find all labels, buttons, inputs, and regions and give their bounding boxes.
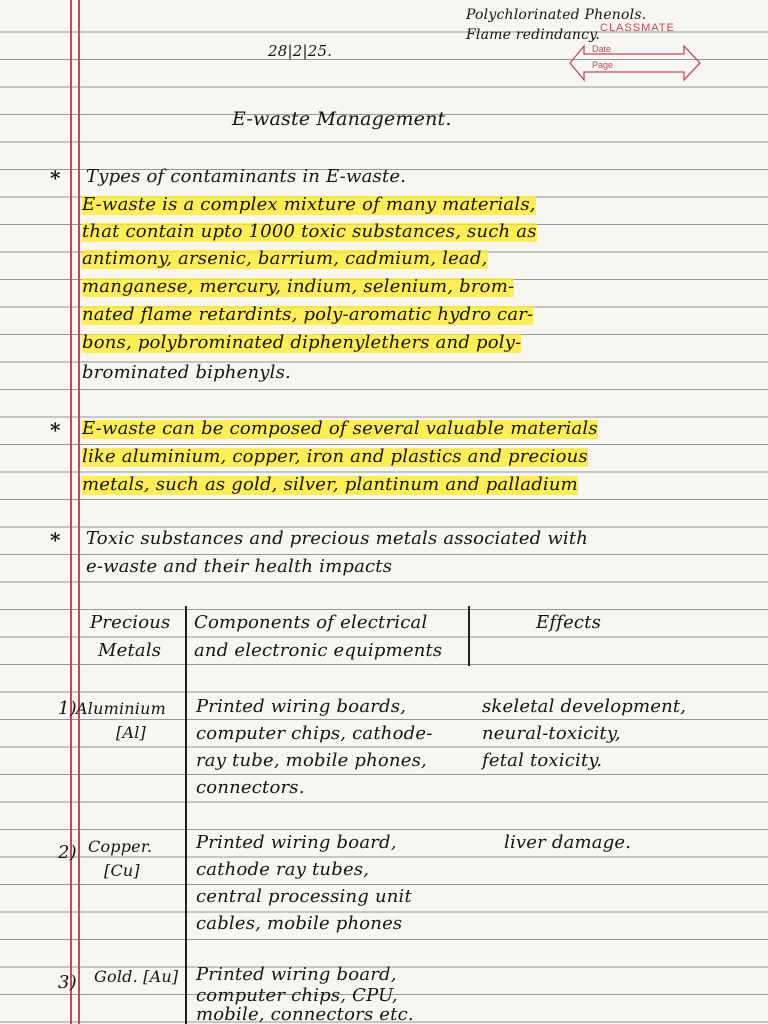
effect-line: skeletal development,	[482, 696, 687, 717]
page-title: E-waste Management.	[232, 108, 452, 130]
section2-line: E-waste can be composed of several valuable materials	[82, 418, 598, 439]
effect-line: fetal toxicity.	[482, 750, 603, 771]
section1-line: E-waste is a complex mixture of many materials,	[82, 194, 536, 215]
component-line: Printed wiring board,	[196, 964, 397, 985]
component-line: connectors.	[196, 777, 305, 798]
table-header-metals: Precious	[90, 612, 171, 633]
component-line: Printed wiring board,	[196, 832, 397, 853]
metal-name: Gold. [Au]	[94, 967, 179, 986]
section3-line: e-waste and their health impacts	[86, 556, 393, 577]
margin-line-outer	[70, 0, 72, 1024]
table-header-effects: Effects	[536, 612, 602, 633]
margin-line-inner	[78, 0, 80, 1024]
section3-line: Toxic substances and precious metals associated with	[86, 528, 589, 549]
component-line: cathode ray tubes,	[196, 859, 370, 880]
section1-line: that contain upto 1000 toxic substances, such as	[82, 221, 537, 242]
component-line: computer chips, CPU,	[196, 985, 398, 1006]
section2-line: metals, such as gold, silver, plantinum and palladium	[82, 474, 578, 495]
table-header-components: and electronic equipments	[194, 640, 443, 661]
section1-line: manganese, mercury, indium, selenium, brom-	[82, 276, 515, 297]
section1-line: antimony, arsenic, barrium, cadmium, lead,	[82, 248, 488, 269]
bullet-star: *	[50, 166, 61, 190]
table-header-metals: Metals	[98, 640, 162, 661]
component-line: mobile, connectors etc.	[196, 1004, 414, 1024]
table-divider	[468, 606, 470, 666]
metal-name: Aluminium	[76, 699, 166, 718]
table-header-components: Components of electrical	[194, 612, 428, 633]
header-note-line2: Flame redindancy.	[466, 27, 601, 43]
classmate-logo-icon	[560, 40, 708, 86]
metal-symbol: [Cu]	[104, 861, 140, 880]
bullet-star: *	[50, 418, 61, 442]
metal-symbol: [Al]	[116, 723, 146, 742]
brand-name: CLASSMATE	[600, 22, 675, 34]
component-line: cables, mobile phones	[196, 913, 403, 934]
component-line: ray tube, mobile phones,	[196, 750, 427, 771]
metal-name: Copper.	[88, 837, 153, 856]
section1-line: bons, polybrominated diphenylethers and poly-	[82, 332, 522, 353]
date: 28|2|25.	[268, 42, 333, 60]
section2-line: like aluminium, copper, iron and plastics and precious	[82, 446, 588, 467]
section1-line: brominated biphenyls.	[82, 362, 291, 383]
brand-date-label: Date	[592, 44, 612, 54]
component-line: Printed wiring boards,	[196, 696, 407, 717]
section1-heading: Types of contaminants in E-waste.	[86, 166, 407, 187]
bullet-star: *	[50, 528, 61, 552]
row-number: 3)	[58, 972, 77, 993]
row-number: 2)	[58, 842, 77, 863]
header-note-line1: Polychlorinated Phenols.	[466, 7, 647, 23]
component-line: central processing unit	[196, 886, 412, 907]
section1-line: nated flame retardints, poly-aromatic hydro car-	[82, 304, 534, 325]
effect-line: liver damage.	[504, 832, 632, 853]
table-divider	[185, 606, 187, 1024]
brand-page-label: Page	[592, 60, 614, 70]
component-line: computer chips, cathode-	[196, 723, 433, 744]
row-number: 1)	[58, 698, 77, 719]
effect-line: neural-toxicity,	[482, 723, 621, 744]
